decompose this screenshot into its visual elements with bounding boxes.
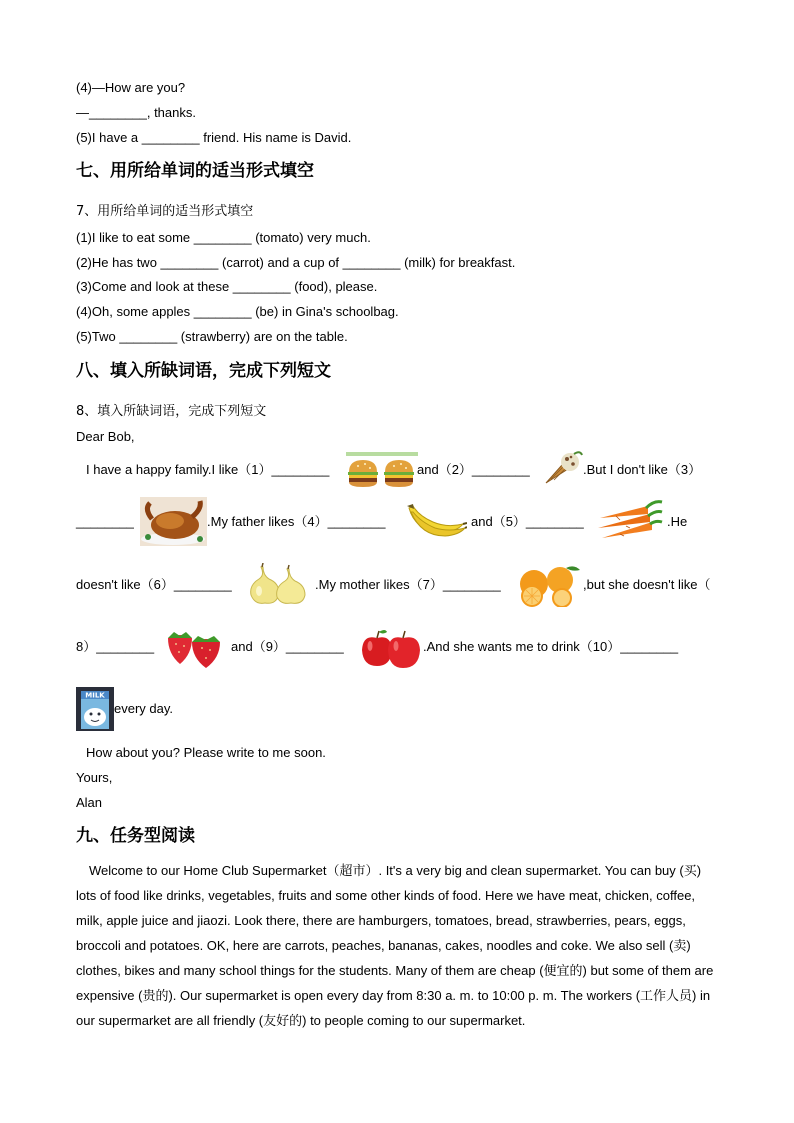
row3-text-c: ,but she doesn't like（ [583, 577, 711, 592]
row1-text-c: .But I don't like（3） [583, 462, 702, 477]
row5-text-a: every day. [114, 701, 174, 716]
section-8-subtitle: 8、填入所缺词语，完成下列短文 [76, 404, 267, 419]
question-4-answer: —________, thanks. [76, 105, 196, 120]
row2-text-d: .He [667, 514, 688, 529]
orange-icon [518, 564, 582, 607]
carrot-icon [596, 496, 663, 544]
letter-greeting: Dear Bob, [76, 429, 135, 444]
strawberry-icon [164, 628, 224, 670]
letter-name: Alan [76, 795, 103, 810]
row2-text-c: and（5）________ [471, 514, 584, 529]
hamburger-icon [346, 452, 418, 488]
row3-text-a: doesn't like（6）________ [76, 577, 232, 592]
section-7-heading: 七、用所给单词的适当形式填空 [76, 161, 314, 181]
banana-icon [405, 502, 467, 538]
question-4: (4)—How are you? [76, 80, 186, 95]
pear-icon [247, 563, 311, 605]
ice-cream-icon [544, 449, 584, 485]
section-7-item-2: (2)He has two ________ (carrot) and a cup of ________ (milk) for breakfast. [76, 255, 516, 270]
question-5: (5)I have a ________ friend. His name is David. [76, 130, 352, 145]
section-9-heading: 九、任务型阅读 [76, 826, 195, 846]
reading-paragraph: Welcome to our Home Club Supermarket（超市）. It's a very big and clean supermarket. You can buy (买) lots of food like drinks, vegetables, fruits and some other kinds of food. Here we have meat, chicken, coffee, milk, apple juice and jiaozi. Look there, there are hamburgers, tomatoes, bread, strawberries, pears, eggs, broccoli and potatoes. OK, here are carrots, peaches, bananas, cakes, noodles and coke. We also sell (卖) clothes, bikes and many school things for the students. Many of them are cheap (便宜的) but some of them are expensive (贵的). Our supermarket is open every day from 8:30 a. m. to 10:00 p. m. The workers (工作人员) in our supermarket are all friendly (友好的) to people coming to our supermarket. [76, 863, 714, 1028]
row4-text-b: and（9）________ [231, 639, 344, 654]
row1-text-a: I have a happy family.I like（1）________ [86, 462, 330, 477]
row2-text-b: .My father likes（4）________ [207, 514, 386, 529]
section-7-item-4: (4)Oh, some apples ________ (be) in Gina's schoolbag. [76, 304, 399, 319]
section-8-heading: 八、填入所缺词语，完成下列短文 [76, 361, 331, 381]
row1-text-b: and（2）________ [417, 462, 530, 477]
section-7-item-1: (1)I like to eat some ________ (tomato) very much. [76, 230, 371, 245]
section-7-item-5: (5)Two ________ (strawberry) are on the table. [76, 329, 348, 344]
letter-closing: How about you? Please write to me soon. [86, 745, 326, 760]
row3-text-b: .My mother likes（7）________ [315, 577, 501, 592]
row4-text-c: .And she wants me to drink（10）________ [423, 639, 679, 654]
letter-sign-off: Yours, [76, 770, 113, 785]
milk-label: MILK [85, 691, 105, 700]
section-7-item-3: (3)Come and look at these ________ (food), please. [76, 279, 378, 294]
milk-icon [76, 687, 114, 731]
roast-chicken-icon [140, 497, 207, 546]
row4-text-a: 8）________ [76, 639, 155, 654]
apple-icon [359, 628, 423, 670]
section-7-subtitle: 7、用所给单词的适当形式填空 [76, 204, 254, 219]
row2-text-a: ________ [76, 514, 134, 529]
